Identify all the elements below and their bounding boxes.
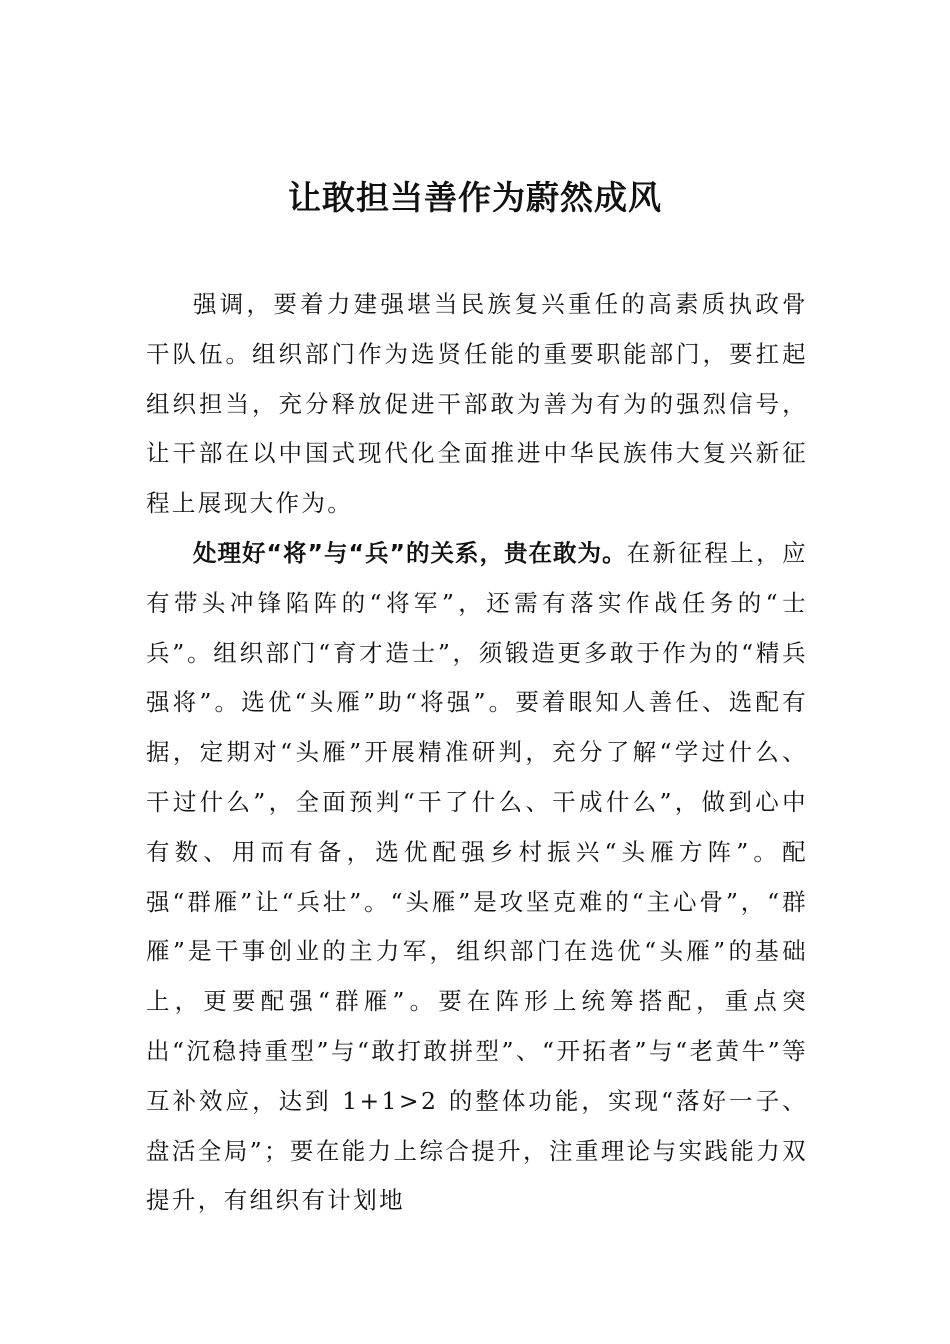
- paragraph-2: [146, 529, 808, 1226]
- document-body: [146, 280, 808, 1226]
- paragraph-2-lead: 处理好“将”与“兵”的关系，贵在敢为。: [193, 538, 627, 567]
- paragraph-2-text: 在新征程上，应有带头冲锋陷阵的“将军”，还需有落实作战任务的“士兵”。组织部门“育才造士”，须锻造更多敢于作为的“精兵强将”。选优“头雁”助“将强”。要着眼知人善任、选配有据，定期对“头雁”开展精准研判，充分了解“学过什么、干过什么”，全面预判“干了什么、干成什么”，做到心中有数、用而有备，选优配强乡村振兴“头雁方阵”。配强“群雁”让“兵壮”。“头雁”是攻坚克难的“主心骨”，“群雁”是干事创业的主力军，组织部门在选优“头雁”的基础上，更要配强“群雁”。要在阵形上统筹搭配，重点突出“沉稳持重型”与“敢打敢拼型”、“开拓者”与“老黄牛”等互补效应，达到 1+1>2 的整体功能，实现“落好一子、盘活全局”；要在能力上综合提升，注重理论与实践能力双提升，有组织有计划地: [146, 538, 808, 1215]
- document-title: 让敢担当善作为蔚然成风: [288, 178, 662, 217]
- paragraph-1: [146, 280, 808, 529]
- paragraph-1-text: 强调，要着力建强堪当民族复兴重任的高素质执政骨干队伍。组织部门作为选贤任能的重要职能部门，要扛起组织担当，充分释放促进干部敢为善为有为的强烈信号，让干部在以中国式现代化全面推进中华民族伟大复兴新征程上展现大作为。: [146, 290, 808, 518]
